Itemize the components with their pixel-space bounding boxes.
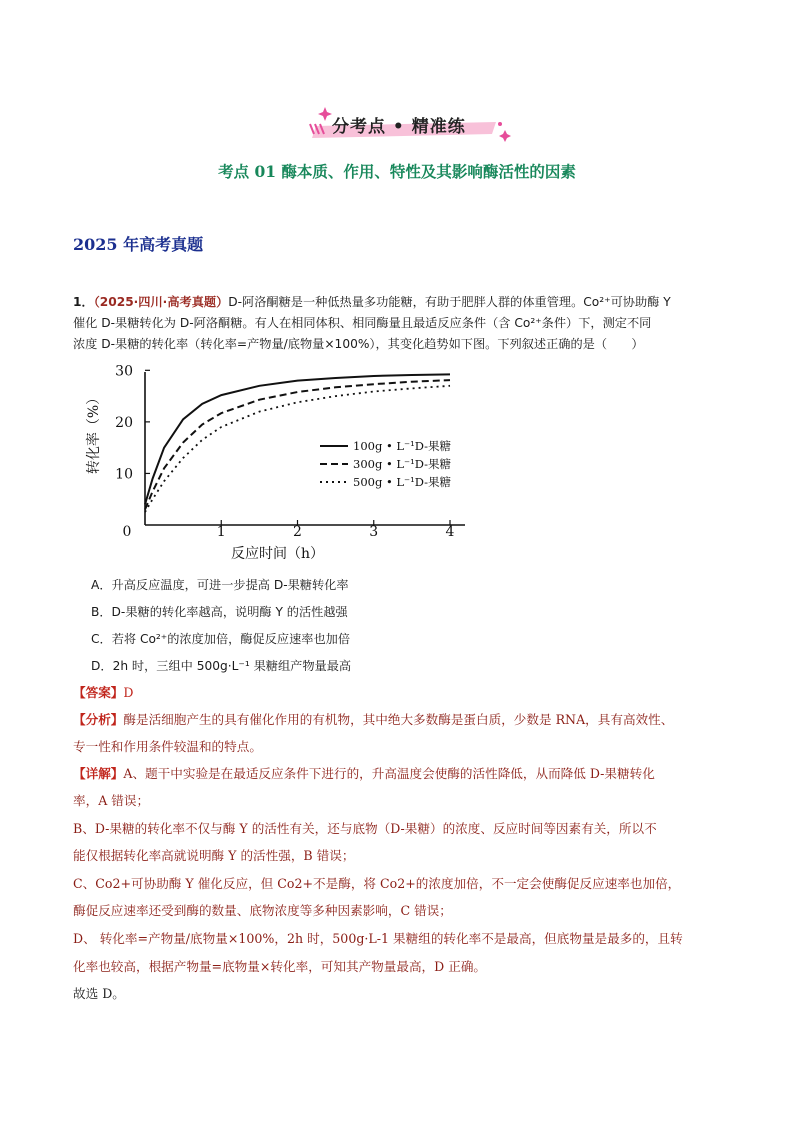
option-a: A．升高反应温度，可进一步提高 D-果糖转化率 (91, 578, 349, 592)
analysis-line-1 (73, 710, 673, 730)
conversion-chart (80, 360, 480, 570)
y-tick-label: 30 (115, 363, 133, 380)
legend-label-3: 500g • L⁻¹D-果糖 (353, 475, 452, 489)
answer-value: D (123, 685, 134, 700)
detail-line-1 (73, 764, 655, 784)
detail-text: A、题干中实验是在最适反应条件下进行的，升高温度会使酶的活性降低，从而降低 D-果糖转化 (123, 766, 655, 781)
question-line-1 (73, 292, 671, 312)
detail-line-2: 率，A 错误； (73, 793, 150, 808)
detail-line-7: D、 转化率=产物量/底物量×100%，2h 时，500g·L-1 果糖组的转化率不是最高，但底物量是最多的，且转 (73, 931, 683, 946)
option-b: B．D-果糖的转化率越高，说明酶 Y 的活性越强 (91, 605, 348, 619)
analysis-tag: 【分析】 (73, 712, 124, 727)
detail-line-6: 酶促反应速率还受到酶的数量、底物浓度等多种因素影响，C 错误； (73, 903, 452, 918)
legend-label-2: 300g • L⁻¹D-果糖 (353, 457, 452, 471)
y-tick-label: 20 (115, 414, 133, 431)
detail-line-3: B、D-果糖的转化率不仅与酶 Y 的活性有关，还与底物（D-果糖）的浓度、反应时间等因素有关，所以不 (73, 821, 657, 836)
conclusion-line: 故选 D。 (73, 986, 125, 1001)
legend-label-1: 100g • L⁻¹D-果糖 (353, 439, 452, 453)
y-axis-label: 转化率（%） (86, 390, 102, 475)
detail-line-4: 能仅根据转化率高就说明酶 Y 的活性强，B 错误； (73, 848, 355, 863)
x-tick-label: 2 (293, 524, 302, 540)
x-tick-label: 1 (216, 524, 226, 540)
x-tick-label: 3 (369, 524, 379, 540)
x-tick-label: 4 (445, 524, 455, 540)
answer-tag: 【答案】 (73, 685, 124, 700)
detail-tag: 【详解】 (73, 766, 124, 781)
question-text: D-阿洛酮糖是一种低热量多功能糖，有助于肥胖人群的体重管理。Co²⁺可协助酶 Y (228, 295, 671, 309)
analysis-line-2: 专一性和作用条件较温和的特点。 (73, 739, 262, 754)
banner-title: 分考点 • 精准练 (332, 117, 466, 137)
x-axis-label: 反应时间（h） (230, 546, 325, 562)
detail-line-5: C、Co2+可协助酶 Y 催化反应，但 Co2+不是酶，将 Co2+的浓度加倍，不一定会使酶促反应速率也加倍， (73, 876, 681, 891)
section-heading: 2025 年高考真题 (73, 235, 204, 254)
analysis-text: 酶是活细胞产生的具有催化作用的有机物，其中绝大多数酶是蛋白质，少数是 RNA，具有高效性、 (123, 712, 674, 727)
question-number: 1． (73, 295, 94, 309)
detail-line-8: 化率也较高，根据产物量=底物量×转化率，可知其产物量最高，D 正确。 (73, 959, 487, 974)
y-tick-label: 10 (115, 466, 133, 483)
topic-subtitle: 考点 01 酶本质、作用、特性及其影响酶活性的因素 (218, 162, 576, 181)
answer-line (73, 683, 133, 703)
option-c: C．若将 Co²⁺的浓度加倍，酶促反应速率也加倍 (91, 632, 351, 646)
option-d: D．2h 时，三组中 500g·L⁻¹ 果糖组产物量最高 (91, 659, 352, 673)
question-line-3: 浓度 D-果糖的转化率（转化率=产物量/底物量×100%），其变化趋势如下图。下列叙述正确的是（ ） (73, 337, 644, 351)
question-source: （2025·四川·高考真题） (93, 295, 229, 309)
question-line-2: 催化 D-果糖转化为 D-阿洛酮糖。有人在相同体积、相同酶量且最适反应条件（含 Co²⁺条件）下，测定不同 (73, 316, 652, 330)
section-banner (300, 104, 520, 144)
x-tick-label: 0 (122, 524, 132, 540)
